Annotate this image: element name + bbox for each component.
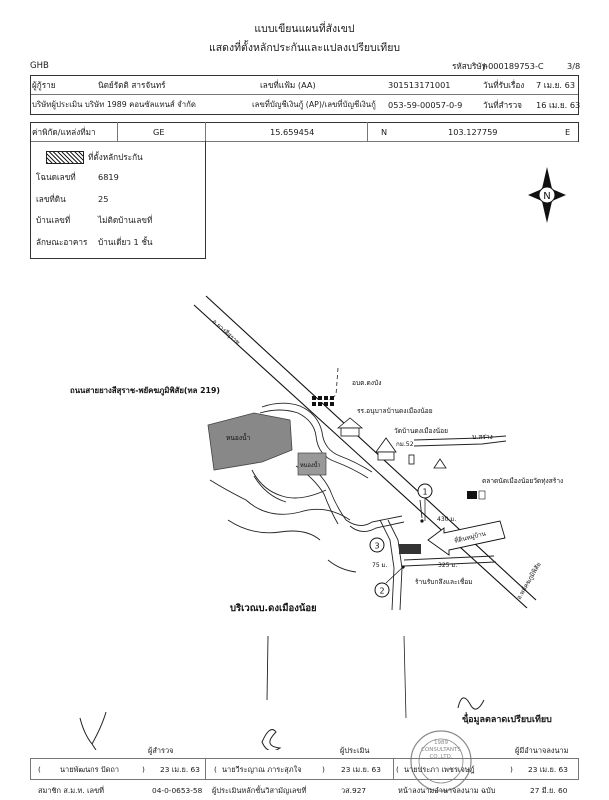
land-no-label: เลขที่ดิน	[36, 194, 66, 204]
borrower-name: นิตย์รัตติ สารจันทร์	[98, 80, 166, 90]
market-label: ตลาดนัดเมืองน้อยวัดทุ่งสร้าง	[482, 477, 564, 485]
ref-label: รหัสบริษัท	[452, 61, 488, 71]
distance-325: 325 ม.	[438, 562, 458, 569]
inspect-label: วันที่สำรวจ	[483, 100, 522, 110]
bank-code: GHB	[30, 61, 49, 71]
appraiser-label: ผู้ประเมิน	[340, 746, 370, 755]
ink-stroke-2	[404, 636, 406, 718]
file-no-label: เลขที่แฟ้ม (AA)	[260, 80, 316, 90]
temple-label: วัดบ้านดงเมืองน้อย	[394, 427, 448, 435]
land-no-value: 25	[98, 194, 109, 204]
arrow-label: ที่ดินหมู่บ้าน	[453, 530, 487, 545]
license-number: วส.927	[341, 786, 367, 795]
appraiser-signature	[262, 730, 280, 750]
road-bottom-label: อ.พยัคฆภูมิพิสัย	[515, 561, 543, 601]
house-no-label: บ้านเลขที่	[36, 215, 71, 225]
appraiser-name: นายวีระญาณ ภาระสุภใจ	[222, 765, 302, 774]
surveyor-label: ผู้สำรวจ	[148, 746, 174, 755]
appraiser-date: 23 เม.ย. 63	[341, 765, 381, 774]
received-label: วันที่รับเรื่อง	[483, 80, 525, 90]
deed-label: โฉนดเลขที่	[36, 172, 76, 182]
form-subtitle: แสดงที่ตั้งหลักประกันและแปลงเปรียบเทียบ	[208, 42, 401, 54]
marker-2-label: 2	[379, 586, 385, 596]
marker-3	[370, 538, 384, 552]
distance-75: 75 ม.	[372, 562, 388, 569]
loan-no-label: เลขที่บัญชีเงินกู้ (AP)/เลขที่บัญชีเงินกู้	[252, 100, 376, 109]
road-marker	[409, 455, 414, 464]
marker-3-label: 3	[374, 541, 380, 551]
temple-icon	[376, 438, 396, 460]
collateral-plot	[399, 544, 421, 554]
company-label: บริษัทผู้ประเมิน บริษัท 1989 คอนซัลแทนส์ จำกัด	[32, 100, 196, 109]
coords-source: GE	[153, 127, 165, 137]
marker-1-label: 1	[422, 487, 428, 497]
latitude: 15.659454	[270, 127, 315, 137]
received-value: 7 เม.ย. 63	[536, 80, 576, 90]
form-title: แบบเขียนแผนที่สังเขป	[254, 23, 355, 35]
compare-label: ข้อมูลตลาดเปรียบเทียบ	[462, 715, 552, 725]
school-label: รร.อนุบาลบ้านดงเมืองน้อย	[357, 407, 433, 415]
manager-name: นายประภา เพชรเจษฎ์	[404, 765, 475, 774]
building-label: ลักษณะอาคาร	[36, 237, 88, 247]
stamp-text: 1989 CONSULTANTS	[421, 740, 461, 754]
ink-stroke-1	[267, 636, 268, 700]
sign-date: 27 มี.ย. 60	[530, 786, 568, 795]
file-no-value: 301513171001	[388, 80, 451, 90]
manager-label: ผู้มีอำนาจลงนาม	[515, 746, 569, 755]
distance-430: 430 ม.	[437, 516, 457, 523]
office-label: อบต.ดงบัง	[352, 379, 382, 387]
license-label: ผู้ประเมินหลักชั้นวิสามัญเลขที่	[212, 786, 307, 795]
junction-marker	[434, 459, 446, 468]
collateral-legend-swatch	[46, 151, 84, 164]
longitude: 103.127759	[448, 127, 498, 137]
manager-date: 23 เม.ย. 63	[528, 765, 568, 774]
house-no-value: ไม่ติดบ้านเลขที่	[98, 215, 153, 225]
page-number: 3/8	[567, 61, 581, 71]
marker-2	[375, 565, 405, 597]
sign-label: หน้าลงนามอำนาจลงนาม ฉบับ	[398, 786, 496, 795]
market-icon	[467, 491, 485, 499]
latitude-dir: N	[381, 127, 388, 137]
handwritten-marks	[0, 630, 609, 750]
longitude-dir: E	[565, 127, 571, 137]
coords-label: ค่าพิกัด/แหล่งที่มา	[32, 127, 96, 137]
deed-value: 6819	[98, 172, 119, 182]
compass-north-label: N	[543, 191, 551, 202]
area-label: บริเวณบ.ดงเมืองน้อย	[230, 603, 317, 614]
small-pond-label: หนองน้ำ	[300, 463, 321, 469]
shop-label: ร้านรับกลึงและเชื่อม	[415, 578, 473, 586]
member-label: สมาชิก ส.ม.ท. เลขที่	[38, 786, 105, 795]
building-value: บ้านเดี่ยว 1 ชั้น	[98, 237, 153, 247]
road-top-label: อ.ยางสีสุราช	[210, 318, 241, 347]
ref-value: J-000189753-C	[483, 61, 544, 71]
pond-label: หนองน้ำ	[226, 434, 251, 442]
member-number: 04-0-0653-58	[152, 786, 203, 795]
collateral-legend-label: ที่ตั้งหลักประกัน	[88, 152, 143, 162]
borrower-label: ผู้กู้ราย	[32, 80, 56, 90]
main-road-label: ถนนสายยางสีสุราช-พยัคฆภูมิพิสัย(ทล 219)	[70, 386, 220, 395]
location-map	[0, 290, 609, 620]
surveyor-signature	[80, 712, 106, 750]
inspect-value: 16 เม.ย. 63	[536, 100, 581, 110]
loan-no-value: 053-59-00057-0-9	[388, 100, 463, 110]
to-ban-label: บ.สร่าง	[472, 433, 493, 441]
surveyor-name: นายพัฒนกร ปัดถา	[60, 765, 120, 774]
km-label: กม.52	[396, 441, 414, 448]
compass-icon	[526, 165, 568, 225]
surveyor-date: 23 เม.ย. 63	[160, 765, 200, 774]
